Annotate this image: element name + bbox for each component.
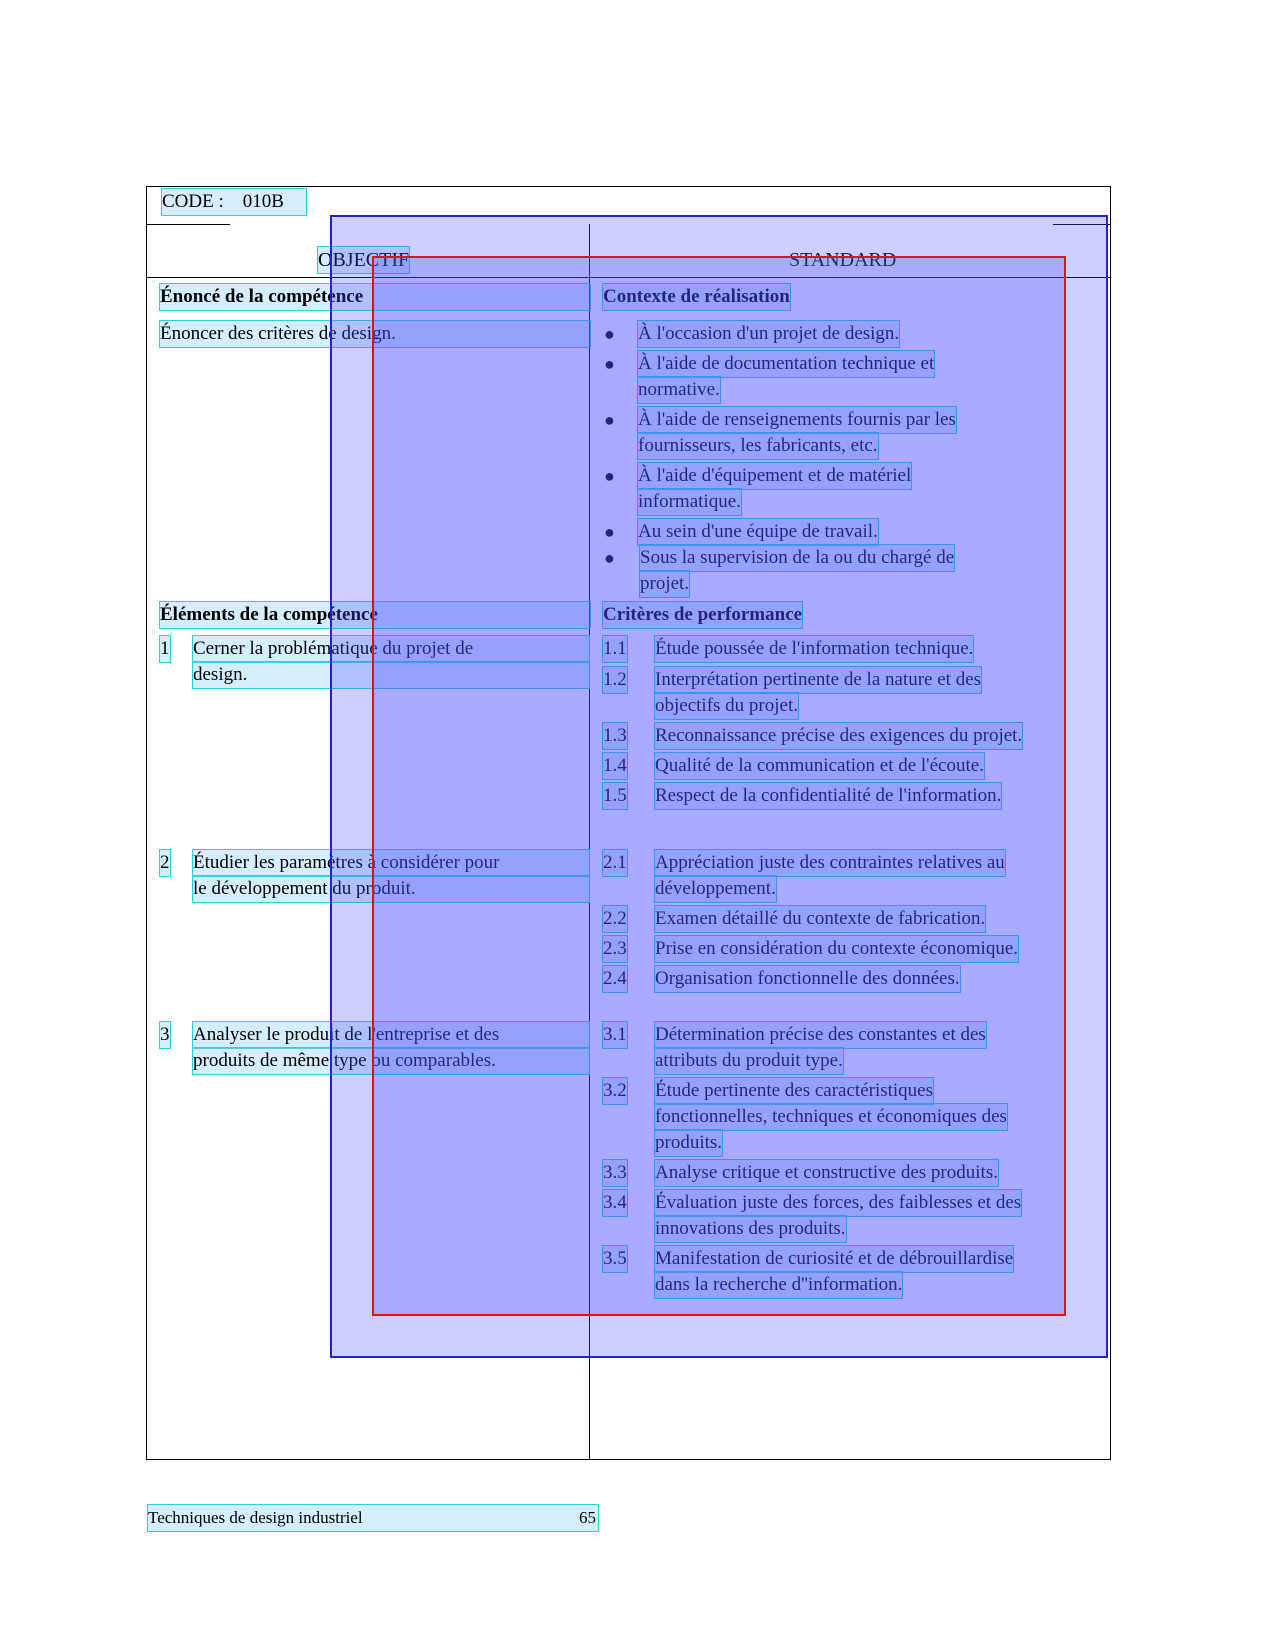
element-line: Étudier les paramètres à considérer pour — [193, 850, 589, 876]
code-value: 010B — [242, 191, 284, 212]
criterion-number: 1.2 — [603, 667, 627, 693]
criterion-line: Respect de la confidentialité de l'information. — [655, 783, 1001, 809]
criterion-line: Analyse critique et constructive des produits. — [655, 1160, 998, 1186]
objective-column-header: OBJECTIF — [318, 249, 410, 271]
context-item: À l'aide de documentation technique et — [638, 351, 934, 377]
context-title: Contexte de réalisation — [603, 284, 790, 310]
element-number: 3 — [160, 1022, 170, 1048]
criterion-number: 2.1 — [603, 850, 627, 876]
element-number: 2 — [160, 850, 170, 876]
criterion-line: attributs du produit type. — [655, 1048, 843, 1074]
bullet-icon: ● — [604, 324, 615, 344]
criterion-number: 2.2 — [603, 906, 627, 932]
element-line: le développement du produit. — [193, 876, 589, 902]
context-item: À l'aide d'équipement et de matériel — [638, 463, 911, 489]
criterion-line: Examen détaillé du contexte de fabrication. — [655, 906, 985, 932]
criterion-line: Qualité de la communication et de l'écoute. — [655, 753, 984, 779]
criterion-line: Interprétation pertinente de la nature et des — [655, 667, 981, 693]
context-item: Au sein d'une équipe de travail. — [638, 519, 878, 545]
page-number: 65 — [579, 1508, 596, 1527]
code-row-divider — [146, 224, 230, 225]
element-line: Analyser le produit de l'entreprise et des — [193, 1022, 589, 1048]
element-line: Cerner la problématique du projet de — [193, 636, 589, 662]
bullet-icon: ● — [604, 410, 615, 430]
criterion-line: fonctionnelles, techniques et économiques des — [655, 1104, 1007, 1130]
element-number: 1 — [160, 636, 170, 662]
bullet-icon: ● — [604, 522, 615, 542]
criterion-line: produits. — [655, 1130, 722, 1156]
criterion-line: objectifs du projet. — [655, 693, 798, 719]
context-item: fournisseurs, les fabricants, etc. — [638, 433, 878, 459]
context-item: projet. — [640, 571, 689, 597]
context-item: Sous la supervision de la ou du chargé de — [640, 545, 954, 571]
criterion-number: 1.3 — [603, 723, 627, 749]
criterion-line: innovations des produits. — [655, 1216, 846, 1242]
criterion-number: 2.3 — [603, 936, 627, 962]
criterion-line: Appréciation juste des contraintes relatives au — [655, 850, 1005, 876]
elements-title: Éléments de la compétence — [160, 602, 590, 628]
criterion-number: 1.5 — [603, 783, 627, 809]
footer-title: Techniques de design industriel — [148, 1508, 363, 1527]
criterion-number: 3.3 — [603, 1160, 627, 1186]
context-item: À l'occasion d'un projet de design. — [638, 321, 899, 347]
criterion-number: 2.4 — [603, 966, 627, 992]
criterion-line: Reconnaissance précise des exigences du projet. — [655, 723, 1022, 749]
bullet-icon: ● — [604, 466, 615, 486]
code-field — [162, 189, 306, 215]
standard-column-header: STANDARD — [789, 249, 897, 271]
criterion-number: 3.1 — [603, 1022, 627, 1048]
enonce-title: Énoncé de la compétence — [160, 284, 590, 310]
criterion-number: 3.4 — [603, 1190, 627, 1216]
criterion-line: développement. — [655, 876, 776, 902]
criterion-line: Organisation fonctionnelle des données. — [655, 966, 960, 992]
context-item: informatique. — [638, 489, 741, 515]
context-item: À l'aide de renseignements fournis par les — [638, 407, 956, 433]
criterion-line: Étude pertinente des caractéristiques — [655, 1078, 933, 1104]
criterion-number: 3.5 — [603, 1246, 627, 1272]
criterion-line: Étude poussée de l'information technique. — [655, 636, 973, 662]
criterion-line: dans la recherche d''information. — [655, 1272, 902, 1298]
code-label: CODE : — [162, 191, 224, 212]
selection-region-inner — [372, 256, 1066, 1316]
element-line: produits de même type ou comparables. — [193, 1048, 589, 1074]
criterion-line: Évaluation juste des forces, des faiblesses et des — [655, 1190, 1021, 1216]
element-line: design. — [193, 662, 589, 688]
criterion-number: 3.2 — [603, 1078, 627, 1104]
bullet-icon: ● — [604, 548, 615, 568]
enonce-text: Énoncer des critères de design. — [160, 321, 590, 347]
criterion-number: 1.4 — [603, 753, 627, 779]
criterion-line: Manifestation de curiosité et de débrouillardise — [655, 1246, 1013, 1272]
context-item: normative. — [638, 377, 720, 403]
criterion-number: 1.1 — [603, 636, 627, 662]
criterion-line: Détermination précise des constantes et des — [655, 1022, 986, 1048]
criteria-title: Critères de performance — [603, 602, 802, 628]
criterion-line: Prise en considération du contexte économique. — [655, 936, 1018, 962]
bullet-icon: ● — [604, 354, 615, 374]
footer — [148, 1505, 598, 1531]
